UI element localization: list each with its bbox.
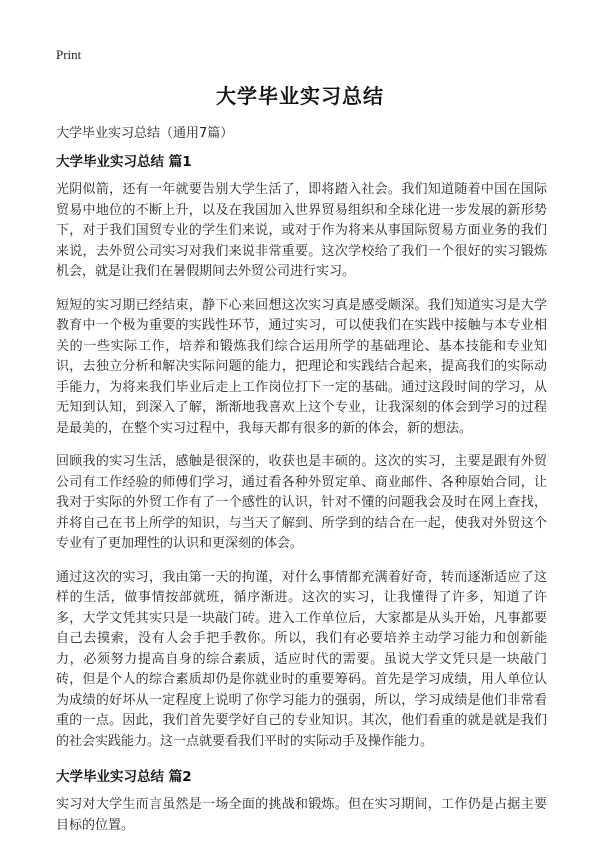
paragraph: 实习对大学生而言虽然是一场全面的挑战和锻炼。但在实习期间，工作仍是占据主要目标的位置。: [56, 797, 547, 833]
paragraph: 回顾我的实习生活，感触是很深的，收获也是丰硕的。这次的实习，主要是跟有外贸公司有工作经验的师傅们学习，通过看各种外贸定单、商业邮件、各种原始合同，让我对于实际的外贸工作有了一个感性的认识，针对不懂的问题我会及时在网上查找，并将自己在书上所学的知识，与当天了解到、所学到的结合在一起，使我对外贸这个专业有了更加理性的认识和更深刻的体会。: [56, 454, 547, 551]
paragraph: 通过这次的实习，我由第一天的拘谨，对什么事情都充满着好奇，转而逐渐适应了这样的生活，做事情按部就班，循序渐进。这次的实习，让我懂得了许多，知道了许多，大学文凭其实只是一块敲门砖。进入工作单位后，大家都是从头开始，凡事都要自己去摸索，没有人会手把手教你。所以，我们有必要培养主动学习能力和创新能力，必须努力提高自身的综合素质，适应时代的需要。虽说大学文凭只是一块敲门砖，但是个人的综合素质却仍是你就业时的重要筹码。首先是学习成绩，用人单位认为成绩的好坏从一定程度上说明了你学习能力的强弱，所以，学习成绩是他们非常看重的一点。因此，我们首先要学好自己的专业知识。其次，他们看重的就是就是我们的社会实践能力。这一点就要看我们平时的实际动手及操作能力。: [56, 569, 547, 749]
paragraph: 光阴似箭，还有一年就要告别大学生活了，即将踏入社会。我们知道随着中国在国际贸易中地位的不断上升，以及在我国加入世界贸易组织和全球化进一步发展的新形势下，对于我们国贸专业的学生们来说，或对于作为将来从事国际贸易方面业务的我们来说，去外贸公司实习对我们来说非常重要。这次学校给了我们一个很好的实习锻炼机会，就是让我们在暑假期间去外贸公司进行实习。: [56, 182, 547, 279]
section-heading: 大学毕业实习总结 篇1: [56, 154, 192, 170]
document-title: 大学毕业实习总结: [216, 84, 384, 108]
document-subtitle: 大学毕业实习总结（通用7篇）: [56, 126, 234, 141]
document-body: [56, 150, 547, 849]
section-heading: 大学毕业实习总结 篇2: [56, 769, 192, 785]
print-link[interactable]: Print: [56, 47, 82, 62]
paragraph: 短短的实习期已经结束，静下心来回想这次实习真是感受颇深。我们知道实习是大学教育中一个极为重要的实践性环节，通过实习，可以使我们在实践中接触与本专业相关的一些实际工作，培养和锻炼我们综合运用所学的基础理论、基本技能和专业知识，去独立分析和解决实际问题的能力，把理论和实践结合起来，提高我们的实际动手能力，为将来我们毕业后走上工作岗位打下一定的基础。通过这段时间的学习，从无知到认知，到深入了解，渐渐地我喜欢上这个专业，让我深刻的体会到学习的过程是最美的，在整个实习过程中，我每天都有很多的新的体会，新的想法。: [56, 297, 547, 436]
